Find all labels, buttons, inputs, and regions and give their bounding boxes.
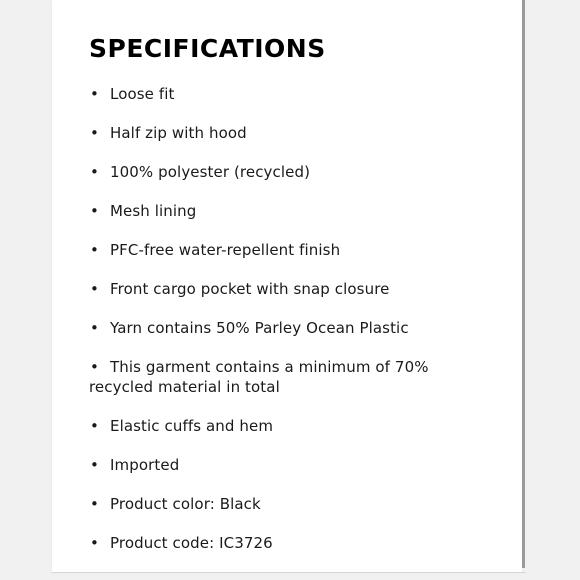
spec-item-text: Front cargo pocket with snap closure bbox=[110, 280, 390, 298]
bullet-icon: • bbox=[90, 358, 99, 376]
scrollbar-track[interactable] bbox=[522, 0, 525, 568]
spec-item-cuffs bbox=[89, 416, 489, 436]
bullet-icon: • bbox=[90, 417, 99, 435]
bullet-icon: • bbox=[90, 319, 99, 337]
bullet-icon: • bbox=[90, 163, 99, 181]
spec-item-finish bbox=[89, 240, 489, 260]
bullet-icon: • bbox=[90, 124, 99, 142]
spec-item-pocket bbox=[89, 279, 489, 299]
spec-item-text: PFC-free water-repellent finish bbox=[110, 241, 341, 259]
spec-item-yarn bbox=[89, 318, 489, 338]
bullet-icon: • bbox=[90, 241, 99, 259]
spec-item-loose-fit bbox=[89, 84, 489, 104]
spec-item-text: This garment contains a minimum of 70% recycled material in total bbox=[89, 358, 429, 396]
bullet-icon: • bbox=[90, 534, 99, 552]
spec-item-text: Product code: IC3726 bbox=[110, 534, 273, 552]
spec-item-recycled-content bbox=[89, 357, 489, 397]
spec-item-text: Elastic cuffs and hem bbox=[110, 417, 274, 435]
spec-item-material bbox=[89, 162, 489, 182]
bullet-icon: • bbox=[90, 202, 99, 220]
bullet-icon: • bbox=[90, 280, 99, 298]
bullet-icon: • bbox=[90, 85, 99, 103]
spec-item-color bbox=[89, 494, 489, 514]
spec-item-text: Yarn contains 50% Parley Ocean Plastic bbox=[110, 319, 409, 337]
spec-item-product-code bbox=[89, 533, 489, 553]
bullet-icon: • bbox=[90, 456, 99, 474]
spec-item-origin bbox=[89, 455, 489, 475]
card-bottom-divider bbox=[52, 572, 526, 573]
spec-item-text: Imported bbox=[110, 456, 180, 474]
spec-item-text: Half zip with hood bbox=[110, 124, 247, 142]
specifications-list bbox=[89, 84, 489, 572]
spec-item-text: Mesh lining bbox=[110, 202, 197, 220]
spec-item-text: 100% polyester (recycled) bbox=[110, 163, 311, 181]
spec-item-text: Product color: Black bbox=[110, 495, 261, 513]
spec-item-half-zip bbox=[89, 123, 489, 143]
specifications-heading: SPECIFICATIONS bbox=[89, 34, 326, 63]
spec-item-lining bbox=[89, 201, 489, 221]
bullet-icon: • bbox=[90, 495, 99, 513]
spec-item-text: Loose fit bbox=[110, 85, 175, 103]
